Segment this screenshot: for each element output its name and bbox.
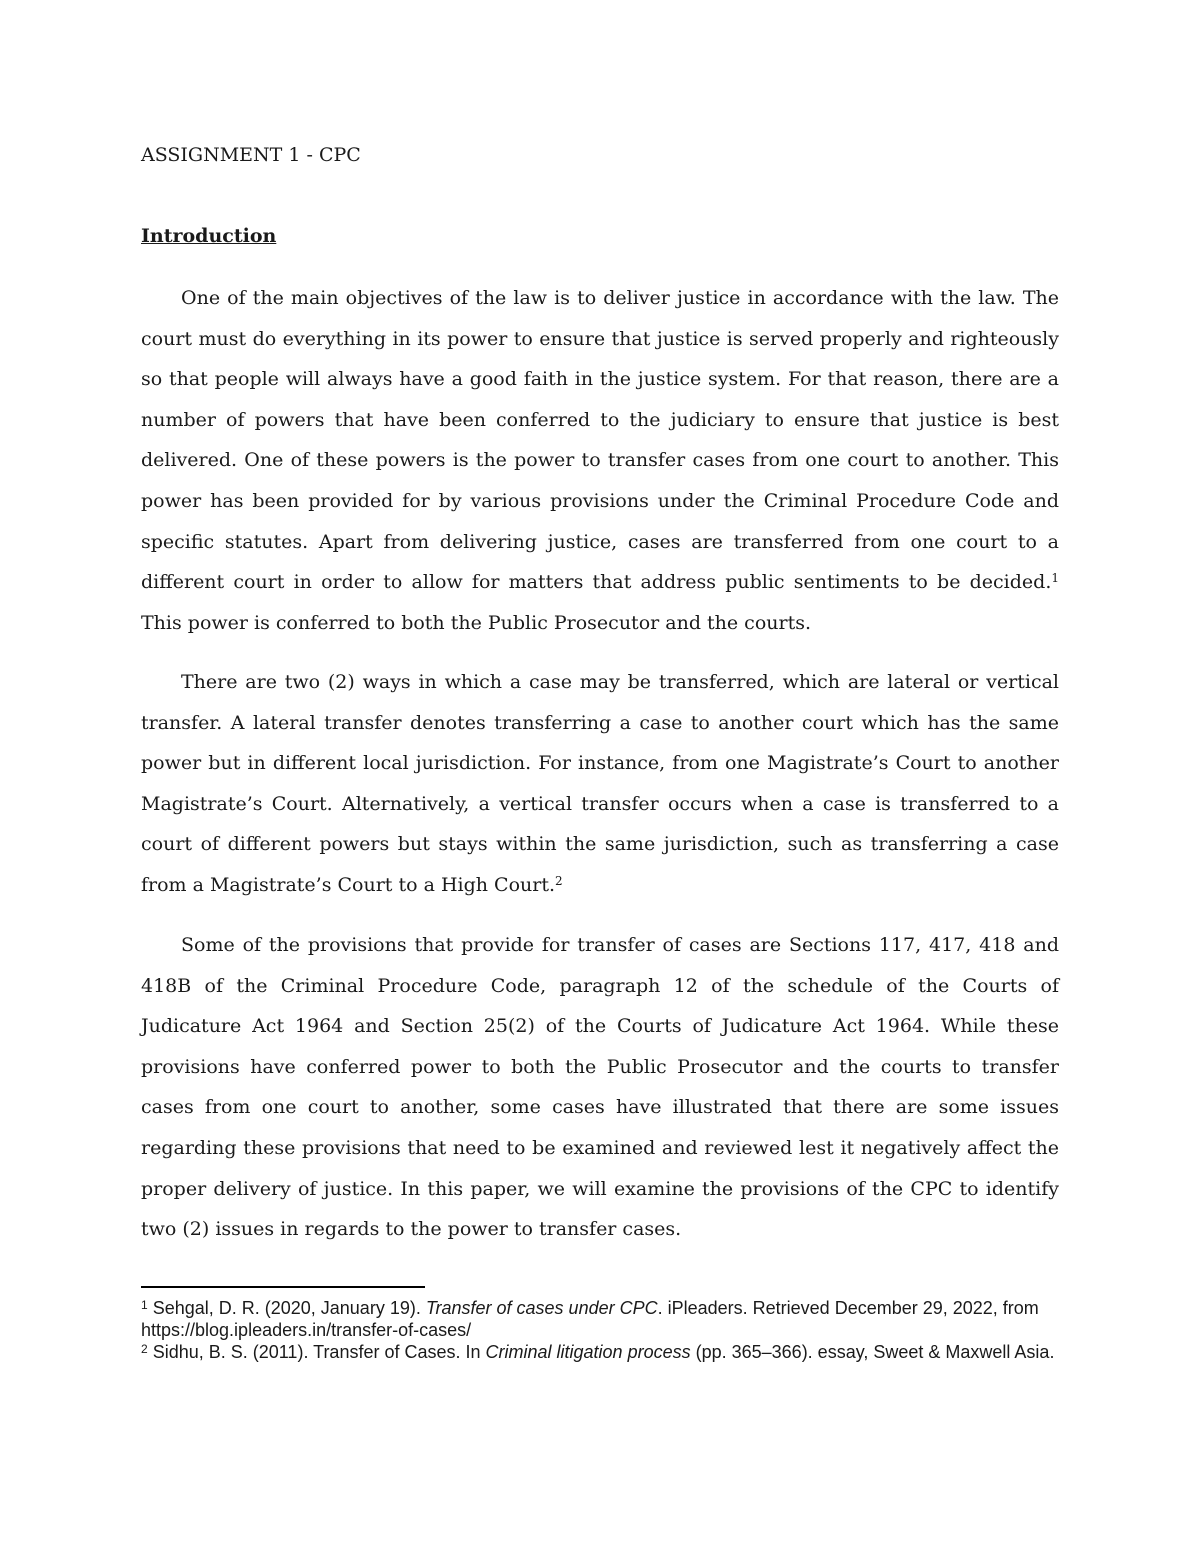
paragraph-1-text-continued: This power is conferred to both the Public Prosecutor and the courts. (141, 611, 812, 634)
footnote-1-text: Sehgal, D. R. (2020, January 19). (147, 1298, 426, 1318)
footnote-2-text: Sidhu, B. S. (2011). Transfer of Cases. In (147, 1342, 486, 1362)
footnote-separator (141, 1286, 425, 1288)
paragraph-3: Some of the provisions that provide for transfer of cases are Sections 117, 417, 418 and 418B of the Criminal Procedure Code, paragraph 12 of the schedule of the Courts of Judicature Act 1964 and Section 25(2) of the Courts of Judicature Act 1964. While these provisions have conferred power to both the Public Prosecutor and the courts to transfer cases from one court to another, some cases have illustrated that there are some issues regarding these provisions that need to be examined and reviewed lest it negatively affect the proper delivery of justice. In this paper, we will examine the provisions of the CPC to identify two (2) issues in regards to the power to transfer cases. (141, 934, 1059, 1241)
footnote-2-title: Criminal litigation process (485, 1342, 691, 1362)
footnote-1-source: . iPleaders. Retrieved December 29, 2022, from https://blog.ipleaders.in/transfer-of-cases/ (141, 1298, 1039, 1340)
footnote-ref-2[interactable]: 2 (555, 873, 563, 888)
footnote-2 (141, 1341, 1059, 1363)
footnote-1 (141, 1297, 1059, 1341)
footnote-2-source: (pp. 365–366). essay, Sweet & Maxwell Asia. (690, 1342, 1055, 1362)
paragraph-2-text: There are two (2) ways in which a case may be transferred, which are lateral or vertical transfer. A lateral transfer denotes transferring a case to another court which has the same power but in different local jurisdiction. For instance, from one Magistrate’s Court to another Magistrate’s Court. Alternatively, a vertical transfer occurs when a case is transferred to a court of different powers but stays within the same jurisdiction, such as transferring a case from a Magistrate’s Court to a High Court. (141, 671, 1059, 896)
section-heading-introduction: Introduction (141, 225, 277, 247)
footnote-1-title: Transfer of cases under CPC (425, 1298, 658, 1318)
paragraph-1-text: One of the main objectives of the law is to deliver justice in accordance with the law. The court must do everything in its power to ensure that justice is served properly and righteously so that people will always have a good faith in the justice system. For that reason, there are a number of powers that have been conferred to the judiciary to ensure that justice is best delivered. One of these powers is the power to transfer cases from one court to another. This power has been provided for by various provisions under the Criminal Procedure Code and specific statutes. Apart from delivering justice, cases are transferred from one court to a different court in order to allow for matters that address public sentiments to be decided. (141, 287, 1059, 594)
paragraph-2 (141, 662, 1059, 906)
document-title: ASSIGNMENT 1 - CPC (141, 144, 361, 166)
footnote-ref-1[interactable]: 1 (1051, 571, 1059, 586)
footnote-2-number: 2 (141, 1342, 148, 1356)
footnote-1-number: 1 (141, 1298, 148, 1312)
paragraph-1 (141, 278, 1059, 643)
footnotes (141, 1297, 1059, 1363)
